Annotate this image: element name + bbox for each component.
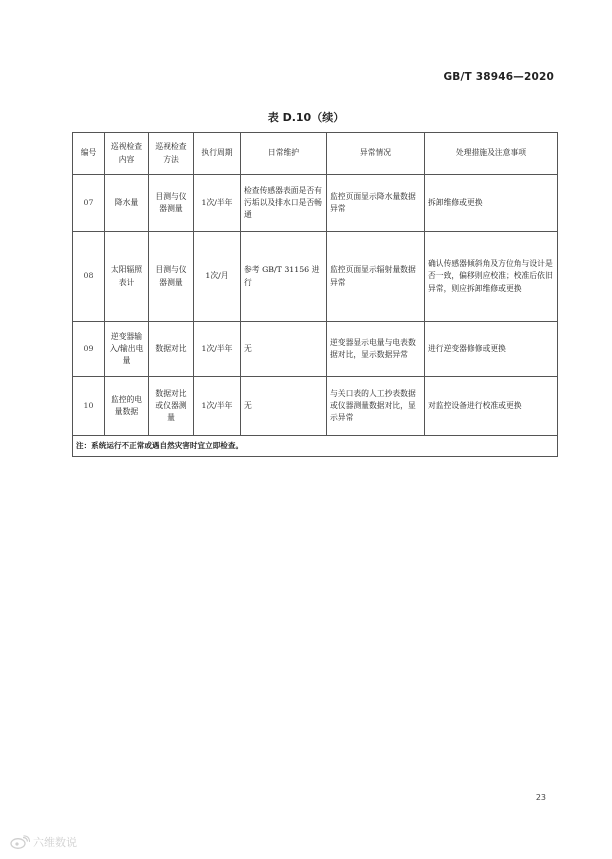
cell-abnormal: 监控页面显示辐射量数据异常 <box>327 232 425 322</box>
cell-maintenance: 无 <box>241 322 327 377</box>
cell-method: 数据对比或仪器测量 <box>149 377 194 436</box>
inspection-table <box>72 132 558 457</box>
col-header-maintenance: 日常维护 <box>241 133 327 175</box>
table-note: 注：系统运行不正常或遇自然灾害时宜立即检查。 <box>73 436 558 457</box>
table-row <box>73 232 558 322</box>
col-header-cycle: 执行周期 <box>194 133 241 175</box>
page-number: 23 <box>535 793 546 802</box>
cell-content: 逆变器输入/输出电量 <box>105 322 149 377</box>
table-row <box>73 377 558 436</box>
col-header-action: 处理措施及注意事项 <box>425 133 558 175</box>
cell-id: 10 <box>73 377 105 436</box>
cell-method: 数据对比 <box>149 322 194 377</box>
col-header-content: 巡视检查内容 <box>105 133 149 175</box>
cell-maintenance: 检查传感器表面是否有污垢以及排水口是否畅通 <box>241 175 327 232</box>
cell-method: 目测与仪器测量 <box>149 232 194 322</box>
table-note-row <box>73 436 558 457</box>
cell-cycle: 1次/半年 <box>194 322 241 377</box>
cell-abnormal: 与关口表的人工抄表数据或仪器测量数据对比，显示异常 <box>327 377 425 436</box>
watermark <box>10 834 77 850</box>
col-header-id: 编号 <box>73 133 105 175</box>
cell-abnormal: 监控页面显示降水量数据异常 <box>327 175 425 232</box>
cell-id: 09 <box>73 322 105 377</box>
table-row <box>73 322 558 377</box>
col-header-abnormal: 异常情况 <box>327 133 425 175</box>
cell-action: 进行逆变器修修或更换 <box>425 322 558 377</box>
cell-cycle: 1次/月 <box>194 232 241 322</box>
weibo-logo-icon <box>10 835 30 849</box>
table-title: 表 D.10（续） <box>267 111 345 124</box>
cell-cycle: 1次/半年 <box>194 175 241 232</box>
cell-content: 监控的电量数据 <box>105 377 149 436</box>
cell-action: 拆卸维修或更换 <box>425 175 558 232</box>
col-header-method: 巡视检查方法 <box>149 133 194 175</box>
watermark-text: 六维数说 <box>33 836 77 849</box>
cell-method: 目测与仪器测量 <box>149 175 194 232</box>
cell-id: 07 <box>73 175 105 232</box>
cell-abnormal: 逆变器显示电量与电表数据对比，显示数据异常 <box>327 322 425 377</box>
table-row <box>73 175 558 232</box>
cell-action: 对监控设备进行校准或更换 <box>425 377 558 436</box>
cell-id: 08 <box>73 232 105 322</box>
cell-content: 太阳辐照表计 <box>105 232 149 322</box>
table-header-row <box>73 133 558 175</box>
cell-maintenance: 无 <box>241 377 327 436</box>
cell-action: 确认传感器倾斜角及方位角与设计是否一致，偏移则应校准；校准后依旧异常，则应拆卸维修或更换 <box>425 232 558 322</box>
cell-maintenance: 参考 GB/T 31156 进行 <box>241 232 327 322</box>
cell-cycle: 1次/半年 <box>194 377 241 436</box>
standard-code: GB/T 38946—2020 <box>443 71 554 83</box>
cell-content: 降水量 <box>105 175 149 232</box>
